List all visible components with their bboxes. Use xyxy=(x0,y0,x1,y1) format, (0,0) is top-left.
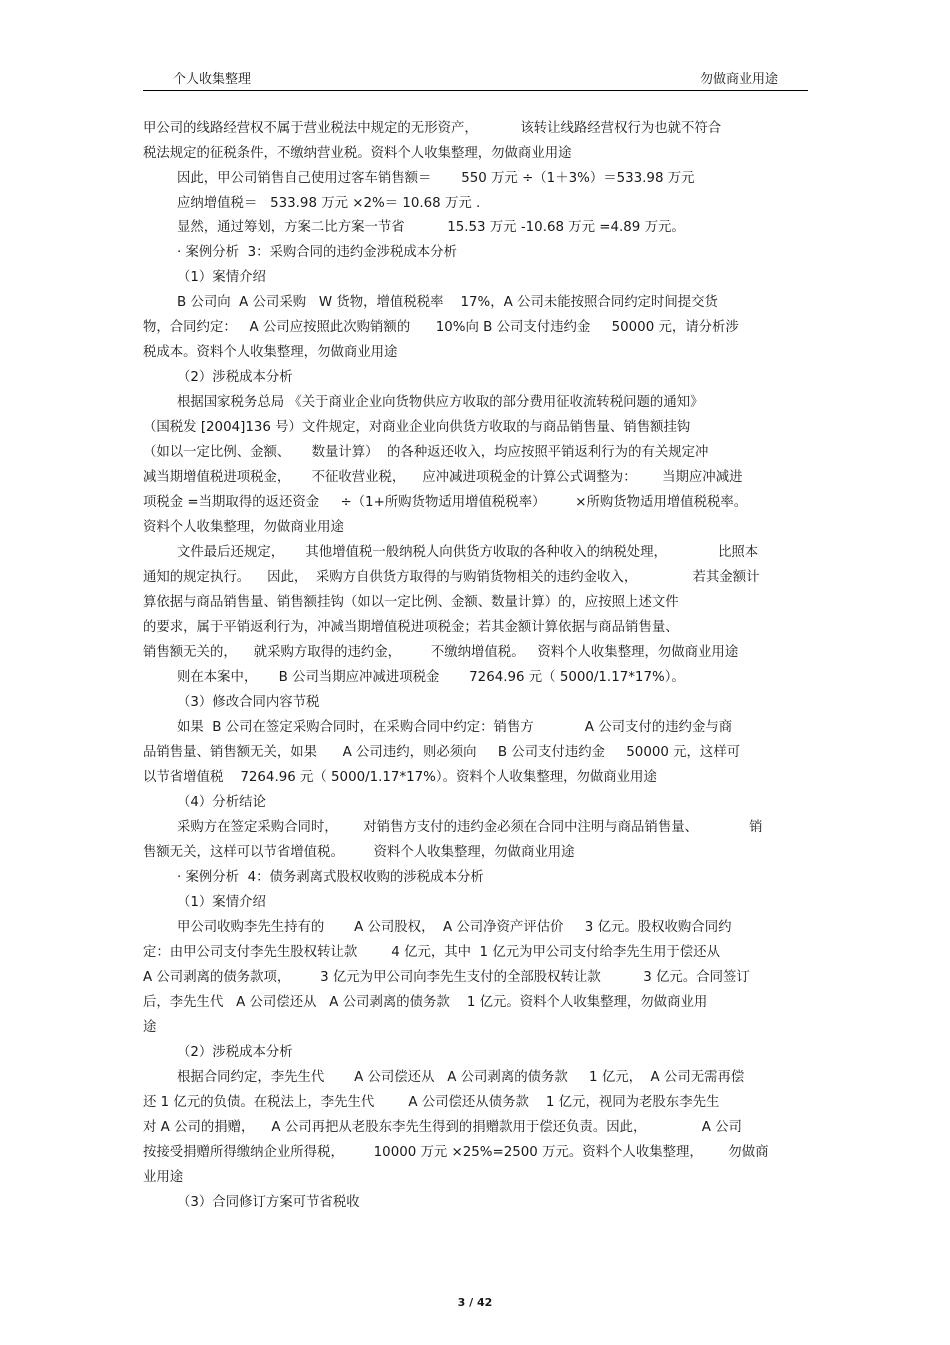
subsection-heading: （4）分析结论 xyxy=(177,795,266,810)
paragraph-line: 文件最后还规定， 其他增值税一般纳税人向供货方收取的各种收入的纳税处理， 比照本 xyxy=(177,545,759,560)
page-number: 3 / 42 xyxy=(457,1296,493,1309)
paragraph-line: 甲公司收购李先生持有的 A 公司股权， A 公司净资产评估价 3 亿元。股权收购合同约 xyxy=(177,920,732,935)
paragraph-line: 按接受捐赠所得缴纳企业所得税， 10000 万元 ×25%=2500 万元。资料个人收集整理， 勿做商 xyxy=(143,1145,769,1160)
subsection-heading: （1）案情介绍 xyxy=(177,270,266,285)
paragraph-line: 通知的规定执行。 因此， 采购方自供货方取得的与购销货物相关的违约金收入， 若其金额计 xyxy=(143,570,760,585)
paragraph-line: 销售额无关的， 就采购方取得的违约金， 不缴纳增值税。 资料个人收集整理，勿做商业用途 xyxy=(143,645,739,660)
subsection-heading: （2）涉税成本分析 xyxy=(177,1045,293,1060)
paragraph-line: 根据合同约定，李先生代 A 公司偿还从 A 公司剥离的债务款 1 亿元， A 公司无需再偿 xyxy=(177,1070,745,1085)
paragraph-line: 物，合同约定： A 公司应按照此次购销额的 10%向 B 公司支付违约金 50000 元，请分析涉 xyxy=(143,320,739,335)
paragraph-line: （国税发 [2004]136 号）文件规定，对商业企业向供货方收取的与商品销售量、销售额挂钩 xyxy=(143,420,691,435)
subsection-heading: （3）合同修订方案可节省税收 xyxy=(177,1195,360,1210)
paragraph-line: 以节省增值税 7264.96 元（ 5000/1.17*17%）。资料个人收集整理，勿做商业用途 xyxy=(143,770,657,785)
paragraph-line: 资料个人收集整理，勿做商业用途 xyxy=(143,520,344,535)
paragraph-line: 因此，甲公司销售自己使用过客车销售额＝ 550 万元 ÷（1＋3%）＝533.98 万元 xyxy=(177,171,695,186)
paragraph-line: 则在本案中， B 公司当期应冲减进项税金 7264.96 元（ 5000/1.17*17%）。 xyxy=(177,670,685,685)
header-right-text: 勿做商业用途 xyxy=(699,72,778,87)
paragraph-line: 定：由甲公司支付李先生股权转让款 4 亿元，其中 1 亿元为甲公司支付给李先生用于偿还从 xyxy=(143,945,720,960)
section-heading: · 案例分析 3：采购合同的违约金涉税成本分析 xyxy=(177,245,457,260)
paragraph-line: 税法规定的征税条件，不缴纳营业税。资料个人收集整理，勿做商业用途 xyxy=(143,146,572,161)
header-left-text: 个人收集整理 xyxy=(173,72,252,87)
paragraph-line: 税成本。资料个人收集整理，勿做商业用途 xyxy=(143,345,398,360)
paragraph-line: 的要求，属于平销返利行为，冲减当期增值税进项税金；若其金额计算依据与商品销售量、 xyxy=(143,620,679,635)
subsection-heading: （3）修改合同内容节税 xyxy=(177,695,320,710)
paragraph-line: 后，李先生代 A 公司偿还从 A 公司剥离的债务款 1 亿元。资料个人收集整理，勿做商业用 xyxy=(143,995,708,1010)
paragraph-line: 应纳增值税＝ 533.98 万元 ×2%＝ 10.68 万元 . xyxy=(177,196,481,211)
paragraph-line: 减当期增值税进项税金， 不征收营业税， 应冲减进项税金的计算公式调整为： 当期应冲减进 xyxy=(143,470,743,485)
paragraph-line: 算依据与商品销售量、销售额挂钩（如以一定比例、金额、数量计算）的，应按照上述文件 xyxy=(143,595,679,610)
paragraph-line: 还 1 亿元的负债。在税法上，李先生代 A 公司偿还从债务款 1 亿元，视同为老股东李先生 xyxy=(143,1095,720,1110)
paragraph-line: （如以一定比例、金额、 数量计算） 的各种返还收入，均应按照平销返利行为的有关规定冲 xyxy=(143,445,709,460)
paragraph-line: 如果 B 公司在签定采购合同时，在采购合同中约定：销售方 A 公司支付的违约金与商 xyxy=(177,720,733,735)
subsection-heading: （1）案情介绍 xyxy=(177,895,266,910)
paragraph-line: 业用途 xyxy=(143,1170,184,1185)
paragraph-line: 甲公司的线路经营权不属于营业税法中规定的无形资产， 该转让线路经营权行为也就不符合 xyxy=(143,121,722,136)
paragraph-line: 显然，通过筹划，方案二比方案一节省 15.53 万元 -10.68 万元 =4.89 万元。 xyxy=(177,220,685,235)
paragraph-line: 项税金 =当期取得的返还资金 ÷（1+所购货物适用增值税税率） ×所购货物适用增值税税率。 xyxy=(143,495,748,510)
paragraph-line: 对 A 公司的捐赠， A 公司再把从老股东李先生得到的捐赠款用于偿还负责。因此， A 公司 xyxy=(143,1120,742,1135)
paragraph-line: 售额无关，这样可以节省增值税。 资料个人收集整理，勿做商业用途 xyxy=(143,845,575,860)
paragraph-line: 品销售量、销售额无关，如果 A 公司违约，则必须向 B 公司支付违约金 50000 元，这样可 xyxy=(143,745,741,760)
section-heading: · 案例分析 4：债务剥离式股权收购的涉税成本分析 xyxy=(177,870,484,885)
paragraph-line: A 公司剥离的债务款项， 3 亿元为甲公司向李先生支付的全部股权转让款 3 亿元。合同签订 xyxy=(143,970,750,985)
paragraph-line: B 公司向 A 公司采购 W 货物，增值税税率 17%，A 公司未能按照合同约定时间提交货 xyxy=(177,295,718,310)
paragraph-line: 途 xyxy=(143,1020,157,1035)
paragraph-line: 根据国家税务总局 《关于商业企业向货物供应方收取的部分费用征收流转税问题的通知》 xyxy=(177,395,704,410)
subsection-heading: （2）涉税成本分析 xyxy=(177,370,293,385)
paragraph-line: 采购方在签定采购合同时， 对销售方支付的违约金必须在合同中注明与商品销售量、 销 xyxy=(177,820,763,835)
